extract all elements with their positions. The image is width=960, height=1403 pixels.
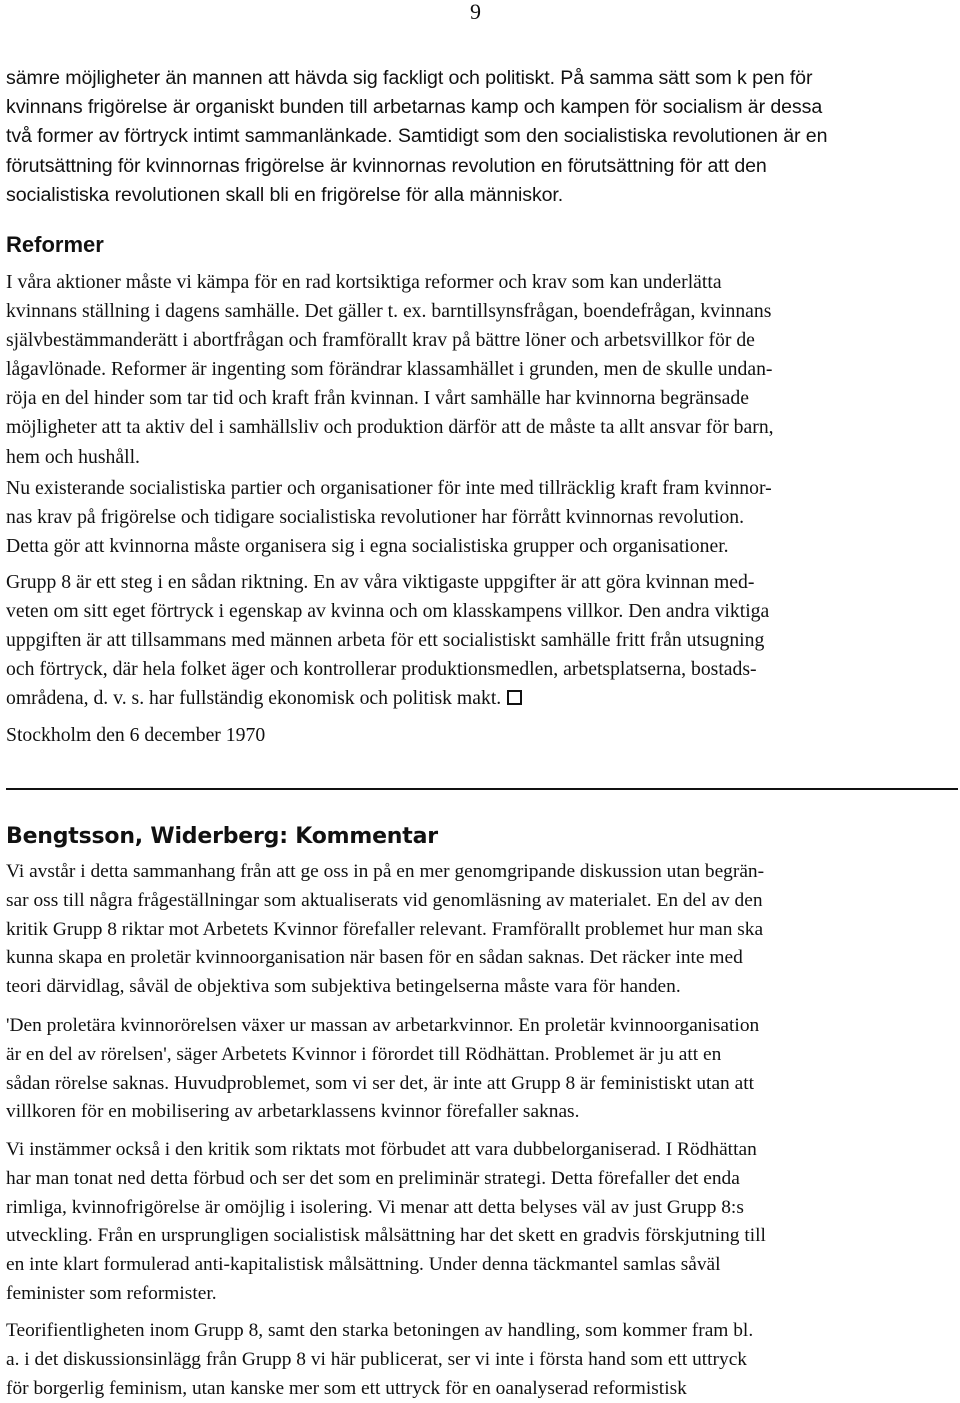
text-line: Nu existerande socialistiska partier och organisationer för inte med tillräcklig kraft fram kvinnor- — [6, 477, 772, 499]
text-line: socialistiska revolutionen skall bli en frigörelse för alla människor. — [6, 183, 564, 206]
text-line: sådan rörelse saknas. Huvudproblemet, som vi ser det, är inte att Grupp 8 är feministiskt utan att — [6, 1072, 754, 1094]
kommentar-paragraph-4 — [6, 1317, 956, 1403]
text-line: lågavlönade. Reformer är ingenting som förändrar klassamhället i grunden, men de skulle undan- — [6, 358, 773, 381]
text-line: 'Den proletära kvinnorörelsen växer ur massan av arbetarkvinnor. En proletär kvinnoorganisation — [6, 1015, 760, 1036]
text-line: utveckling. Från en ursprungligen socialistisk målsättning har det skett en gradvis förskjutning till — [6, 1225, 766, 1247]
text-line: och förtryck, där hela folket äger och kontrollerar produktionsmedlen, arbetsplatserna, bostads- — [6, 658, 757, 681]
page-number: 9 — [470, 0, 481, 24]
text-line: är en del av rörelsen', säger Arbetets Kvinnor i förordet till Rödhättan. Problemet är ju att en — [6, 1043, 722, 1065]
dateline: Stockholm den 6 december 1970 — [6, 724, 266, 746]
text-line: Grupp 8 är ett steg i en sådan riktning. En av våra viktigaste uppgifter är att göra kvinnan med- — [6, 571, 755, 593]
text-line: Vi instämmer också i den kritik som riktats mot förbudet att vara dubbelorganiserad. I Rödhättan — [6, 1139, 757, 1160]
text-line: sämre möjligheter än mannen att hävda sig fackligt och politiskt. På samma sätt som k pen för — [6, 67, 813, 89]
kommentar-paragraph-1 — [6, 858, 956, 1002]
text-line: kvinnans frigörelse är organiskt bunden till arbetarnas kamp och kampen för socialism är dessa — [6, 96, 823, 119]
reformer-paragraph-1 — [6, 268, 956, 472]
kommentar-paragraph-2 — [6, 1012, 956, 1127]
text-line: möjligheter att ta aktiv del i samhällsliv och produktion därför att de måste ta allt ansvar för barn, — [6, 416, 774, 439]
section-divider — [6, 788, 958, 790]
text-line: villkoren för en mobilisering av arbetarklassens kvinnor förefaller saknas. — [6, 1101, 580, 1123]
text-line: hem och hushåll. — [6, 445, 140, 468]
text-line: Teorifientligheten inom Grupp 8, samt den starka betoningen av handling, som kommer fram bl. — [6, 1320, 754, 1341]
text-line: Vi avstår i detta sammanhang från att ge oss in på en mer genomgripande diskussion utan begrän- — [6, 861, 765, 882]
text-line: självbestämmanderätt i abortfrågan och framförallt krav på bättre löner och arbetsvillkor för de — [6, 329, 755, 352]
text-line: har man tonat ned detta förbud och ser det som en preliminär strategi. Detta förefaller det enda — [6, 1167, 740, 1189]
text-line: feminister som reformister. — [6, 1282, 217, 1304]
text-line: en inte klart formulerad anti-kapitalistisk målsättning. Under denna täckmantel samlas såväl — [6, 1254, 721, 1276]
text-line: kritik Grupp 8 riktar mot Arbetets Kvinnor förefaller relevant. Framförallt problemet hur man ska — [6, 918, 764, 940]
text-line: två former av förtryck intimt sammanlänkade. Samtidigt som den socialistiska revolutionen är en — [6, 125, 828, 148]
reformer-paragraph-2 — [6, 474, 956, 561]
text-line — [6, 684, 956, 713]
text-line: kvinnans ställning i dagens samhälle. Det gäller t. ex. barntillsynsfrågan, boendefrågan, kvinnans — [6, 300, 772, 323]
text-line-content: områdena, d. v. s. har fullständig ekonomisk och politisk makt. — [6, 687, 502, 710]
text-line: röja en del hinder som tar tid och kraft från kvinnan. I vårt samhälle har kvinnorna begränsade — [6, 387, 749, 410]
reformer-paragraph-3 — [6, 568, 956, 713]
kommentar-paragraph-3 — [6, 1136, 956, 1309]
text-line: rimliga, kvinnofrigörelse är omöjlig i isolering. Vi menar att detta belyses väl av just Grupp 8:s — [6, 1196, 744, 1218]
text-line: för borgerlig feminism, utan kanske mer som ett uttryck för en oanalyserad reformistisk — [6, 1377, 687, 1399]
text-line: förutsättning för kvinnornas frigörelse är kvinnornas revolution en förutsättning för att den — [6, 154, 767, 177]
text-line: teori därvidlag, såväl de objektiva som subjektiva betingelserna måste vara för handen. — [6, 976, 681, 998]
text-line: Detta gör att kvinnorna måste organisera sig i egna socialistiska grupper och organisationer. — [6, 535, 729, 558]
intro-paragraph — [6, 64, 956, 210]
checkbox-icon — [507, 690, 522, 705]
text-line: sar oss till några frågeställningar som aktualiserats vid genomläsning av materialet. En del av den — [6, 889, 763, 911]
section-heading-kommentar: Bengtsson, Widerberg: Kommentar — [6, 824, 438, 849]
text-line: a. i det diskussionsinlägg från Grupp 8 vi här publicerat, ser vi inte i första hand som ett uttryck — [6, 1348, 747, 1370]
text-line: nas krav på frigörelse och tidigare socialistiska revolutioner har förrått kvinnornas revolution. — [6, 506, 745, 529]
text-line: uppgiften är att tillsammans med männen arbeta för ett socialistiskt samhälle fritt från utsugning — [6, 629, 765, 652]
text-line: kunna skapa en proletär kvinnoorganisation när basen för en sådan saknas. Det räcker inte med — [6, 947, 743, 969]
section-heading-reformer: Reformer — [6, 232, 104, 257]
text-line: I våra aktioner måste vi kämpa för en rad kortsiktiga reformer och krav som kan underlätta — [6, 271, 722, 293]
text-line: veten om sitt eget förtryck i egenskap av kvinna och om klasskampens villkor. Den andra viktiga — [6, 600, 770, 623]
